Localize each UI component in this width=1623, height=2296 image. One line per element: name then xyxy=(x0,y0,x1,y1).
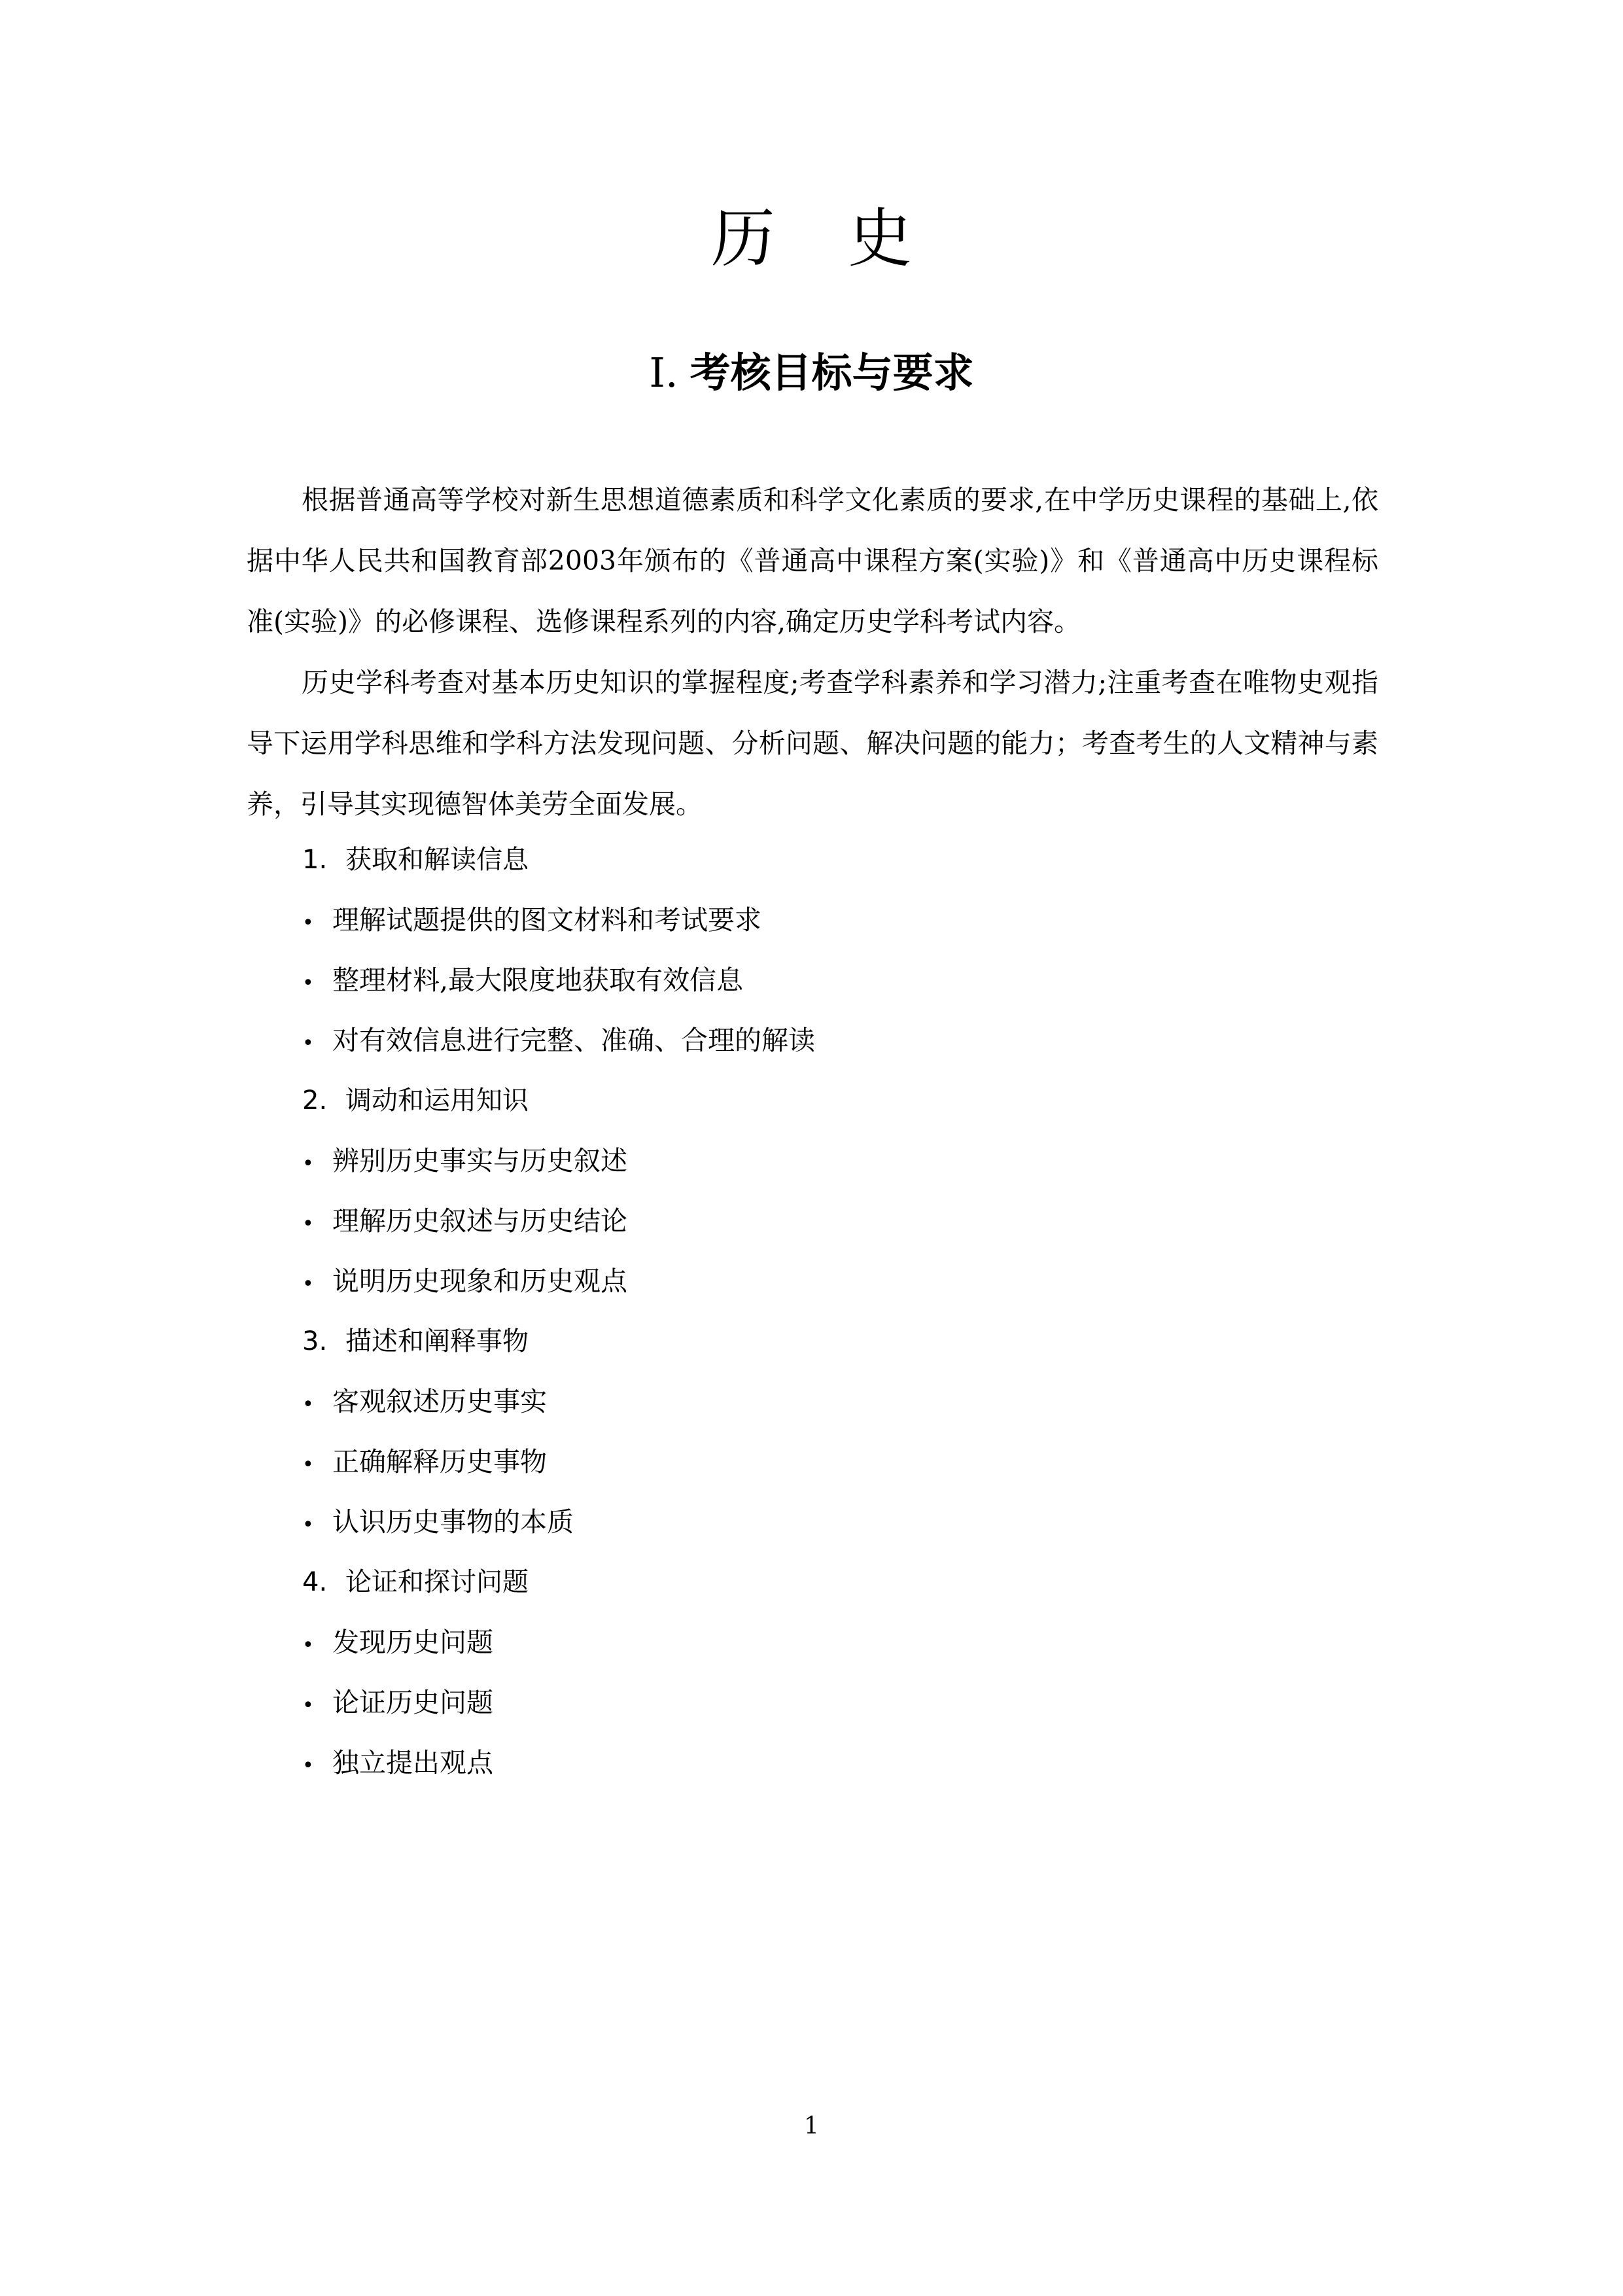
list-item-text: 理解历史叙述与历史结论 xyxy=(332,1205,627,1237)
objective-heading-2 xyxy=(302,1070,1349,1131)
page-title: 历 史 xyxy=(710,202,939,276)
list-item xyxy=(302,1432,1349,1492)
objective-heading-4 xyxy=(302,1552,1349,1612)
section-heading-text: 考核目标与要求 xyxy=(689,349,974,397)
bullet-icon: • xyxy=(302,1634,314,1657)
list-item-text: 认识历史事物的本质 xyxy=(332,1506,574,1538)
section-heading xyxy=(0,340,1623,406)
list-item xyxy=(302,950,1349,1010)
objective-number: 3. xyxy=(302,1326,328,1356)
objective-title: 调动和运用知识 xyxy=(345,1086,529,1116)
list-item xyxy=(302,1191,1349,1251)
list-item-text: 发现历史问题 xyxy=(332,1627,493,1658)
list-item xyxy=(302,1492,1349,1552)
bullet-icon: • xyxy=(302,1754,314,1777)
bullet-icon: • xyxy=(302,1152,314,1175)
list-item-text: 论证历史问题 xyxy=(332,1687,493,1718)
list-item xyxy=(302,1010,1349,1070)
list-item-text: 客观叙述历史事实 xyxy=(332,1386,547,1417)
list-item xyxy=(302,1371,1349,1432)
bullet-icon: • xyxy=(302,1273,314,1296)
bullet-icon: • xyxy=(302,1393,314,1416)
objective-number: 2. xyxy=(302,1086,328,1116)
bullet-icon: • xyxy=(302,972,314,995)
list-item xyxy=(302,890,1349,950)
intro-paragraph-2: 历史学科考查对基本历史知识的掌握程度;考查学科素养和学习潜力;注重考查在唯物史观指导下运用学科思维和学科方法发现问题、分析问题、解决问题的能力；考查考生的人文精神与素养，引导其实现德智体美劳全面发展。 xyxy=(247,667,1378,820)
list-item-text: 正确解释历史事物 xyxy=(332,1446,547,1477)
list-item xyxy=(302,1131,1349,1191)
list-item-text: 辨别历史事实与历史叙述 xyxy=(332,1145,627,1176)
section-numeral: Ⅰ. xyxy=(649,349,678,397)
intro-text xyxy=(247,470,1378,835)
objective-number: 1. xyxy=(302,845,328,875)
list-item-text: 说明历史现象和历史观点 xyxy=(332,1265,627,1297)
objectives-list xyxy=(302,830,1349,1793)
bullet-icon: • xyxy=(302,1513,314,1536)
objective-title: 描述和阐释事物 xyxy=(345,1326,529,1356)
page-number: 1 xyxy=(804,2113,819,2140)
list-item xyxy=(302,1251,1349,1311)
bullet-icon: • xyxy=(302,1453,314,1476)
bullet-icon: • xyxy=(302,1212,314,1235)
intro-paragraph-1: 根据普通高等学校对新生思想道德素质和科学文化素质的要求,在中学历史课程的基础上,依据中华人民共和国教育部2003年颁布的《普通高中课程方案(实验)》和《普通高中历史课程标准(实验)》的必修课程、选修课程系列的内容,确定历史学科考试内容。 xyxy=(247,484,1378,637)
list-item xyxy=(302,1612,1349,1672)
objective-heading-1 xyxy=(302,830,1349,890)
list-item-text: 理解试题提供的图文材料和考试要求 xyxy=(332,904,761,936)
list-item-text: 整理材料,最大限度地获取有效信息 xyxy=(332,964,744,996)
objective-heading-3 xyxy=(302,1311,1349,1371)
list-item-text: 对有效信息进行完整、准确、合理的解读 xyxy=(332,1025,815,1056)
list-item-text: 独立提出观点 xyxy=(332,1747,493,1778)
list-item xyxy=(302,1672,1349,1733)
bullet-icon: • xyxy=(302,1694,314,1717)
objective-title: 论证和探讨问题 xyxy=(345,1567,529,1597)
list-item xyxy=(302,1733,1349,1793)
objective-title: 获取和解读信息 xyxy=(345,845,529,875)
bullet-icon: • xyxy=(302,1032,314,1055)
objective-number: 4. xyxy=(302,1567,328,1597)
bullet-icon: • xyxy=(302,911,314,934)
